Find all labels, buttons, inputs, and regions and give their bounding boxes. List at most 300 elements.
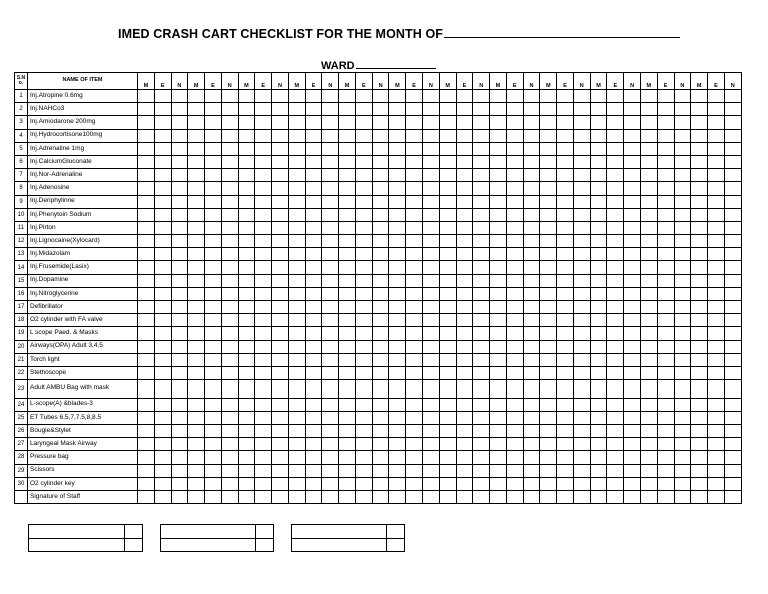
check-cell[interactable] [372, 116, 389, 129]
check-cell[interactable] [506, 451, 523, 464]
check-cell[interactable] [590, 477, 607, 490]
check-cell[interactable] [372, 380, 389, 399]
check-cell[interactable] [708, 287, 725, 300]
check-cell[interactable] [238, 425, 255, 438]
check-cell[interactable] [272, 366, 289, 379]
check-cell[interactable] [406, 287, 423, 300]
check-cell[interactable] [188, 464, 205, 477]
check-cell[interactable] [322, 116, 339, 129]
check-cell[interactable] [490, 340, 507, 353]
check-cell[interactable] [171, 327, 188, 340]
check-cell[interactable] [154, 314, 171, 327]
check-cell[interactable] [607, 103, 624, 116]
check-cell[interactable] [523, 90, 540, 103]
check-cell[interactable] [154, 221, 171, 234]
check-cell[interactable] [691, 340, 708, 353]
check-cell[interactable] [607, 248, 624, 261]
check-cell[interactable] [389, 398, 406, 411]
check-cell[interactable] [355, 287, 372, 300]
check-cell[interactable] [389, 380, 406, 399]
check-cell[interactable] [171, 103, 188, 116]
check-cell[interactable] [674, 129, 691, 142]
check-cell[interactable] [188, 90, 205, 103]
check-cell[interactable] [540, 274, 557, 287]
check-cell[interactable] [171, 340, 188, 353]
check-cell[interactable] [674, 261, 691, 274]
check-cell[interactable] [557, 235, 574, 248]
check-cell[interactable] [372, 182, 389, 195]
check-cell[interactable] [138, 248, 155, 261]
check-cell[interactable] [573, 301, 590, 314]
check-cell[interactable] [691, 451, 708, 464]
check-cell[interactable] [221, 182, 238, 195]
check-cell[interactable] [238, 287, 255, 300]
check-cell[interactable] [657, 490, 674, 503]
check-cell[interactable] [640, 208, 657, 221]
check-cell[interactable] [473, 261, 490, 274]
check-cell[interactable] [490, 301, 507, 314]
check-cell[interactable] [708, 142, 725, 155]
check-cell[interactable] [423, 155, 440, 168]
check-cell[interactable] [456, 248, 473, 261]
check-cell[interactable] [724, 301, 741, 314]
check-cell[interactable] [389, 195, 406, 208]
check-cell[interactable] [188, 142, 205, 155]
check-cell[interactable] [540, 490, 557, 503]
check-cell[interactable] [221, 103, 238, 116]
check-cell[interactable] [708, 451, 725, 464]
check-cell[interactable] [456, 235, 473, 248]
check-cell[interactable] [322, 90, 339, 103]
check-cell[interactable] [372, 438, 389, 451]
check-cell[interactable] [255, 477, 272, 490]
check-cell[interactable] [657, 438, 674, 451]
check-cell[interactable] [221, 90, 238, 103]
check-cell[interactable] [305, 287, 322, 300]
check-cell[interactable] [557, 327, 574, 340]
check-cell[interactable] [389, 353, 406, 366]
check-cell[interactable] [221, 274, 238, 287]
check-cell[interactable] [423, 261, 440, 274]
check-cell[interactable] [607, 129, 624, 142]
check-cell[interactable] [506, 340, 523, 353]
check-cell[interactable] [456, 169, 473, 182]
check-cell[interactable] [607, 274, 624, 287]
check-cell[interactable] [473, 221, 490, 234]
check-cell[interactable] [272, 301, 289, 314]
check-cell[interactable] [305, 425, 322, 438]
check-cell[interactable] [523, 235, 540, 248]
check-cell[interactable] [205, 142, 222, 155]
check-cell[interactable] [456, 327, 473, 340]
check-cell[interactable] [657, 261, 674, 274]
check-cell[interactable] [339, 208, 356, 221]
check-cell[interactable] [188, 169, 205, 182]
check-cell[interactable] [506, 301, 523, 314]
check-cell[interactable] [372, 287, 389, 300]
check-cell[interactable] [724, 353, 741, 366]
check-cell[interactable] [490, 490, 507, 503]
check-cell[interactable] [557, 451, 574, 464]
check-cell[interactable] [473, 398, 490, 411]
check-cell[interactable] [640, 490, 657, 503]
check-cell[interactable] [305, 301, 322, 314]
check-cell[interactable] [288, 451, 305, 464]
check-cell[interactable] [439, 274, 456, 287]
check-cell[interactable] [322, 353, 339, 366]
check-cell[interactable] [138, 411, 155, 424]
check-cell[interactable] [523, 208, 540, 221]
check-cell[interactable] [372, 235, 389, 248]
check-cell[interactable] [473, 490, 490, 503]
check-cell[interactable] [657, 90, 674, 103]
check-cell[interactable] [557, 90, 574, 103]
check-cell[interactable] [372, 103, 389, 116]
check-cell[interactable] [573, 314, 590, 327]
check-cell[interactable] [624, 340, 641, 353]
check-cell[interactable] [540, 398, 557, 411]
check-cell[interactable] [473, 287, 490, 300]
check-cell[interactable] [322, 327, 339, 340]
check-cell[interactable] [640, 398, 657, 411]
check-cell[interactable] [439, 398, 456, 411]
check-cell[interactable] [506, 425, 523, 438]
check-cell[interactable] [389, 366, 406, 379]
check-cell[interactable] [171, 155, 188, 168]
check-cell[interactable] [171, 425, 188, 438]
check-cell[interactable] [624, 142, 641, 155]
check-cell[interactable] [423, 248, 440, 261]
check-cell[interactable] [255, 195, 272, 208]
check-cell[interactable] [154, 235, 171, 248]
check-cell[interactable] [423, 195, 440, 208]
check-cell[interactable] [154, 301, 171, 314]
check-cell[interactable] [322, 490, 339, 503]
check-cell[interactable] [288, 182, 305, 195]
check-cell[interactable] [557, 155, 574, 168]
check-cell[interactable] [439, 411, 456, 424]
check-cell[interactable] [540, 261, 557, 274]
check-cell[interactable] [607, 353, 624, 366]
check-cell[interactable] [657, 314, 674, 327]
check-cell[interactable] [640, 425, 657, 438]
check-cell[interactable] [557, 353, 574, 366]
check-cell[interactable] [573, 182, 590, 195]
check-cell[interactable] [339, 235, 356, 248]
check-cell[interactable] [238, 380, 255, 399]
check-cell[interactable] [439, 451, 456, 464]
check-cell[interactable] [708, 195, 725, 208]
check-cell[interactable] [339, 425, 356, 438]
check-cell[interactable] [640, 411, 657, 424]
check-cell[interactable] [372, 451, 389, 464]
check-cell[interactable] [339, 287, 356, 300]
check-cell[interactable] [708, 340, 725, 353]
check-cell[interactable] [607, 235, 624, 248]
check-cell[interactable] [288, 327, 305, 340]
check-cell[interactable] [389, 129, 406, 142]
check-cell[interactable] [372, 142, 389, 155]
check-cell[interactable] [188, 366, 205, 379]
check-cell[interactable] [523, 327, 540, 340]
check-cell[interactable] [355, 353, 372, 366]
check-cell[interactable] [674, 327, 691, 340]
check-cell[interactable] [305, 451, 322, 464]
check-cell[interactable] [138, 129, 155, 142]
check-cell[interactable] [607, 451, 624, 464]
check-cell[interactable] [255, 235, 272, 248]
check-cell[interactable] [272, 90, 289, 103]
check-cell[interactable] [205, 366, 222, 379]
check-cell[interactable] [288, 208, 305, 221]
check-cell[interactable] [439, 490, 456, 503]
check-cell[interactable] [154, 451, 171, 464]
check-cell[interactable] [205, 182, 222, 195]
check-cell[interactable] [439, 195, 456, 208]
check-cell[interactable] [506, 366, 523, 379]
check-cell[interactable] [238, 398, 255, 411]
check-cell[interactable] [171, 411, 188, 424]
check-cell[interactable] [490, 90, 507, 103]
check-cell[interactable] [640, 438, 657, 451]
check-cell[interactable] [724, 274, 741, 287]
check-cell[interactable] [523, 182, 540, 195]
check-cell[interactable] [205, 248, 222, 261]
check-cell[interactable] [708, 103, 725, 116]
check-cell[interactable] [473, 155, 490, 168]
check-cell[interactable] [423, 169, 440, 182]
check-cell[interactable] [674, 366, 691, 379]
check-cell[interactable] [188, 411, 205, 424]
check-cell[interactable] [456, 208, 473, 221]
check-cell[interactable] [138, 235, 155, 248]
check-cell[interactable] [138, 340, 155, 353]
check-cell[interactable] [657, 464, 674, 477]
check-cell[interactable] [624, 182, 641, 195]
check-cell[interactable] [205, 261, 222, 274]
check-cell[interactable] [590, 366, 607, 379]
check-cell[interactable] [288, 411, 305, 424]
check-cell[interactable] [255, 464, 272, 477]
check-cell[interactable] [490, 380, 507, 399]
check-cell[interactable] [506, 142, 523, 155]
check-cell[interactable] [406, 327, 423, 340]
check-cell[interactable] [490, 353, 507, 366]
check-cell[interactable] [557, 182, 574, 195]
check-cell[interactable] [355, 195, 372, 208]
check-cell[interactable] [154, 129, 171, 142]
check-cell[interactable] [138, 116, 155, 129]
check-cell[interactable] [573, 398, 590, 411]
check-cell[interactable] [171, 464, 188, 477]
ward-blank[interactable] [356, 58, 436, 69]
check-cell[interactable] [288, 340, 305, 353]
check-cell[interactable] [255, 103, 272, 116]
check-cell[interactable] [205, 380, 222, 399]
check-cell[interactable] [355, 142, 372, 155]
check-cell[interactable] [573, 411, 590, 424]
check-cell[interactable] [523, 314, 540, 327]
check-cell[interactable] [305, 274, 322, 287]
check-cell[interactable] [389, 261, 406, 274]
check-cell[interactable] [355, 169, 372, 182]
check-cell[interactable] [624, 274, 641, 287]
check-cell[interactable] [339, 274, 356, 287]
check-cell[interactable] [288, 477, 305, 490]
check-cell[interactable] [238, 274, 255, 287]
check-cell[interactable] [355, 90, 372, 103]
check-cell[interactable] [490, 261, 507, 274]
check-cell[interactable] [657, 103, 674, 116]
check-cell[interactable] [288, 142, 305, 155]
check-cell[interactable] [691, 274, 708, 287]
check-cell[interactable] [221, 142, 238, 155]
check-cell[interactable] [355, 116, 372, 129]
check-cell[interactable] [188, 195, 205, 208]
check-cell[interactable] [406, 274, 423, 287]
check-cell[interactable] [724, 182, 741, 195]
check-cell[interactable] [355, 438, 372, 451]
check-cell[interactable] [389, 451, 406, 464]
check-cell[interactable] [389, 301, 406, 314]
check-cell[interactable] [724, 235, 741, 248]
check-cell[interactable] [389, 464, 406, 477]
check-cell[interactable] [439, 380, 456, 399]
check-cell[interactable] [221, 398, 238, 411]
check-cell[interactable] [540, 464, 557, 477]
check-cell[interactable] [171, 438, 188, 451]
check-cell[interactable] [523, 438, 540, 451]
check-cell[interactable] [389, 235, 406, 248]
check-cell[interactable] [724, 221, 741, 234]
check-cell[interactable] [305, 340, 322, 353]
check-cell[interactable] [154, 274, 171, 287]
check-cell[interactable] [674, 411, 691, 424]
check-cell[interactable] [506, 169, 523, 182]
check-cell[interactable] [339, 103, 356, 116]
check-cell[interactable] [640, 169, 657, 182]
check-cell[interactable] [389, 182, 406, 195]
check-cell[interactable] [188, 155, 205, 168]
check-cell[interactable] [439, 477, 456, 490]
check-cell[interactable] [540, 353, 557, 366]
check-cell[interactable] [154, 398, 171, 411]
check-cell[interactable] [640, 221, 657, 234]
check-cell[interactable] [724, 438, 741, 451]
check-cell[interactable] [238, 301, 255, 314]
check-cell[interactable] [724, 314, 741, 327]
check-cell[interactable] [171, 182, 188, 195]
check-cell[interactable] [557, 411, 574, 424]
check-cell[interactable] [640, 287, 657, 300]
check-cell[interactable] [657, 274, 674, 287]
check-cell[interactable] [305, 182, 322, 195]
check-cell[interactable] [624, 221, 641, 234]
check-cell[interactable] [439, 287, 456, 300]
check-cell[interactable] [439, 425, 456, 438]
check-cell[interactable] [540, 195, 557, 208]
check-cell[interactable] [439, 353, 456, 366]
check-cell[interactable] [406, 301, 423, 314]
check-cell[interactable] [691, 314, 708, 327]
check-cell[interactable] [339, 248, 356, 261]
check-cell[interactable] [573, 366, 590, 379]
check-cell[interactable] [389, 169, 406, 182]
check-cell[interactable] [439, 327, 456, 340]
check-cell[interactable] [188, 353, 205, 366]
check-cell[interactable] [590, 464, 607, 477]
check-cell[interactable] [490, 116, 507, 129]
check-cell[interactable] [406, 398, 423, 411]
check-cell[interactable] [490, 208, 507, 221]
check-cell[interactable] [423, 366, 440, 379]
check-cell[interactable] [523, 287, 540, 300]
check-cell[interactable] [624, 90, 641, 103]
check-cell[interactable] [624, 353, 641, 366]
check-cell[interactable] [691, 142, 708, 155]
check-cell[interactable] [355, 301, 372, 314]
check-cell[interactable] [691, 464, 708, 477]
check-cell[interactable] [573, 464, 590, 477]
check-cell[interactable] [423, 451, 440, 464]
check-cell[interactable] [708, 380, 725, 399]
check-cell[interactable] [573, 142, 590, 155]
check-cell[interactable] [423, 221, 440, 234]
check-cell[interactable] [724, 287, 741, 300]
check-cell[interactable] [255, 398, 272, 411]
check-cell[interactable] [339, 195, 356, 208]
check-cell[interactable] [138, 90, 155, 103]
check-cell[interactable] [322, 274, 339, 287]
check-cell[interactable] [540, 103, 557, 116]
check-cell[interactable] [221, 235, 238, 248]
check-cell[interactable] [607, 411, 624, 424]
check-cell[interactable] [305, 103, 322, 116]
check-cell[interactable] [523, 221, 540, 234]
check-cell[interactable] [674, 221, 691, 234]
check-cell[interactable] [154, 327, 171, 340]
check-cell[interactable] [372, 129, 389, 142]
check-cell[interactable] [590, 142, 607, 155]
check-cell[interactable] [640, 142, 657, 155]
check-cell[interactable] [272, 116, 289, 129]
check-cell[interactable] [322, 248, 339, 261]
check-cell[interactable] [674, 195, 691, 208]
check-cell[interactable] [439, 261, 456, 274]
check-cell[interactable] [238, 208, 255, 221]
check-cell[interactable] [171, 314, 188, 327]
check-cell[interactable] [540, 248, 557, 261]
check-cell[interactable] [188, 438, 205, 451]
check-cell[interactable] [624, 287, 641, 300]
check-cell[interactable] [506, 155, 523, 168]
signature-box-3[interactable] [291, 524, 405, 552]
check-cell[interactable] [355, 490, 372, 503]
check-cell[interactable] [624, 301, 641, 314]
check-cell[interactable] [456, 261, 473, 274]
check-cell[interactable] [322, 182, 339, 195]
check-cell[interactable] [154, 340, 171, 353]
check-cell[interactable] [322, 477, 339, 490]
check-cell[interactable] [573, 155, 590, 168]
check-cell[interactable] [506, 221, 523, 234]
check-cell[interactable] [473, 169, 490, 182]
check-cell[interactable] [305, 490, 322, 503]
month-blank[interactable] [444, 26, 680, 38]
check-cell[interactable] [389, 90, 406, 103]
check-cell[interactable] [221, 340, 238, 353]
check-cell[interactable] [221, 490, 238, 503]
